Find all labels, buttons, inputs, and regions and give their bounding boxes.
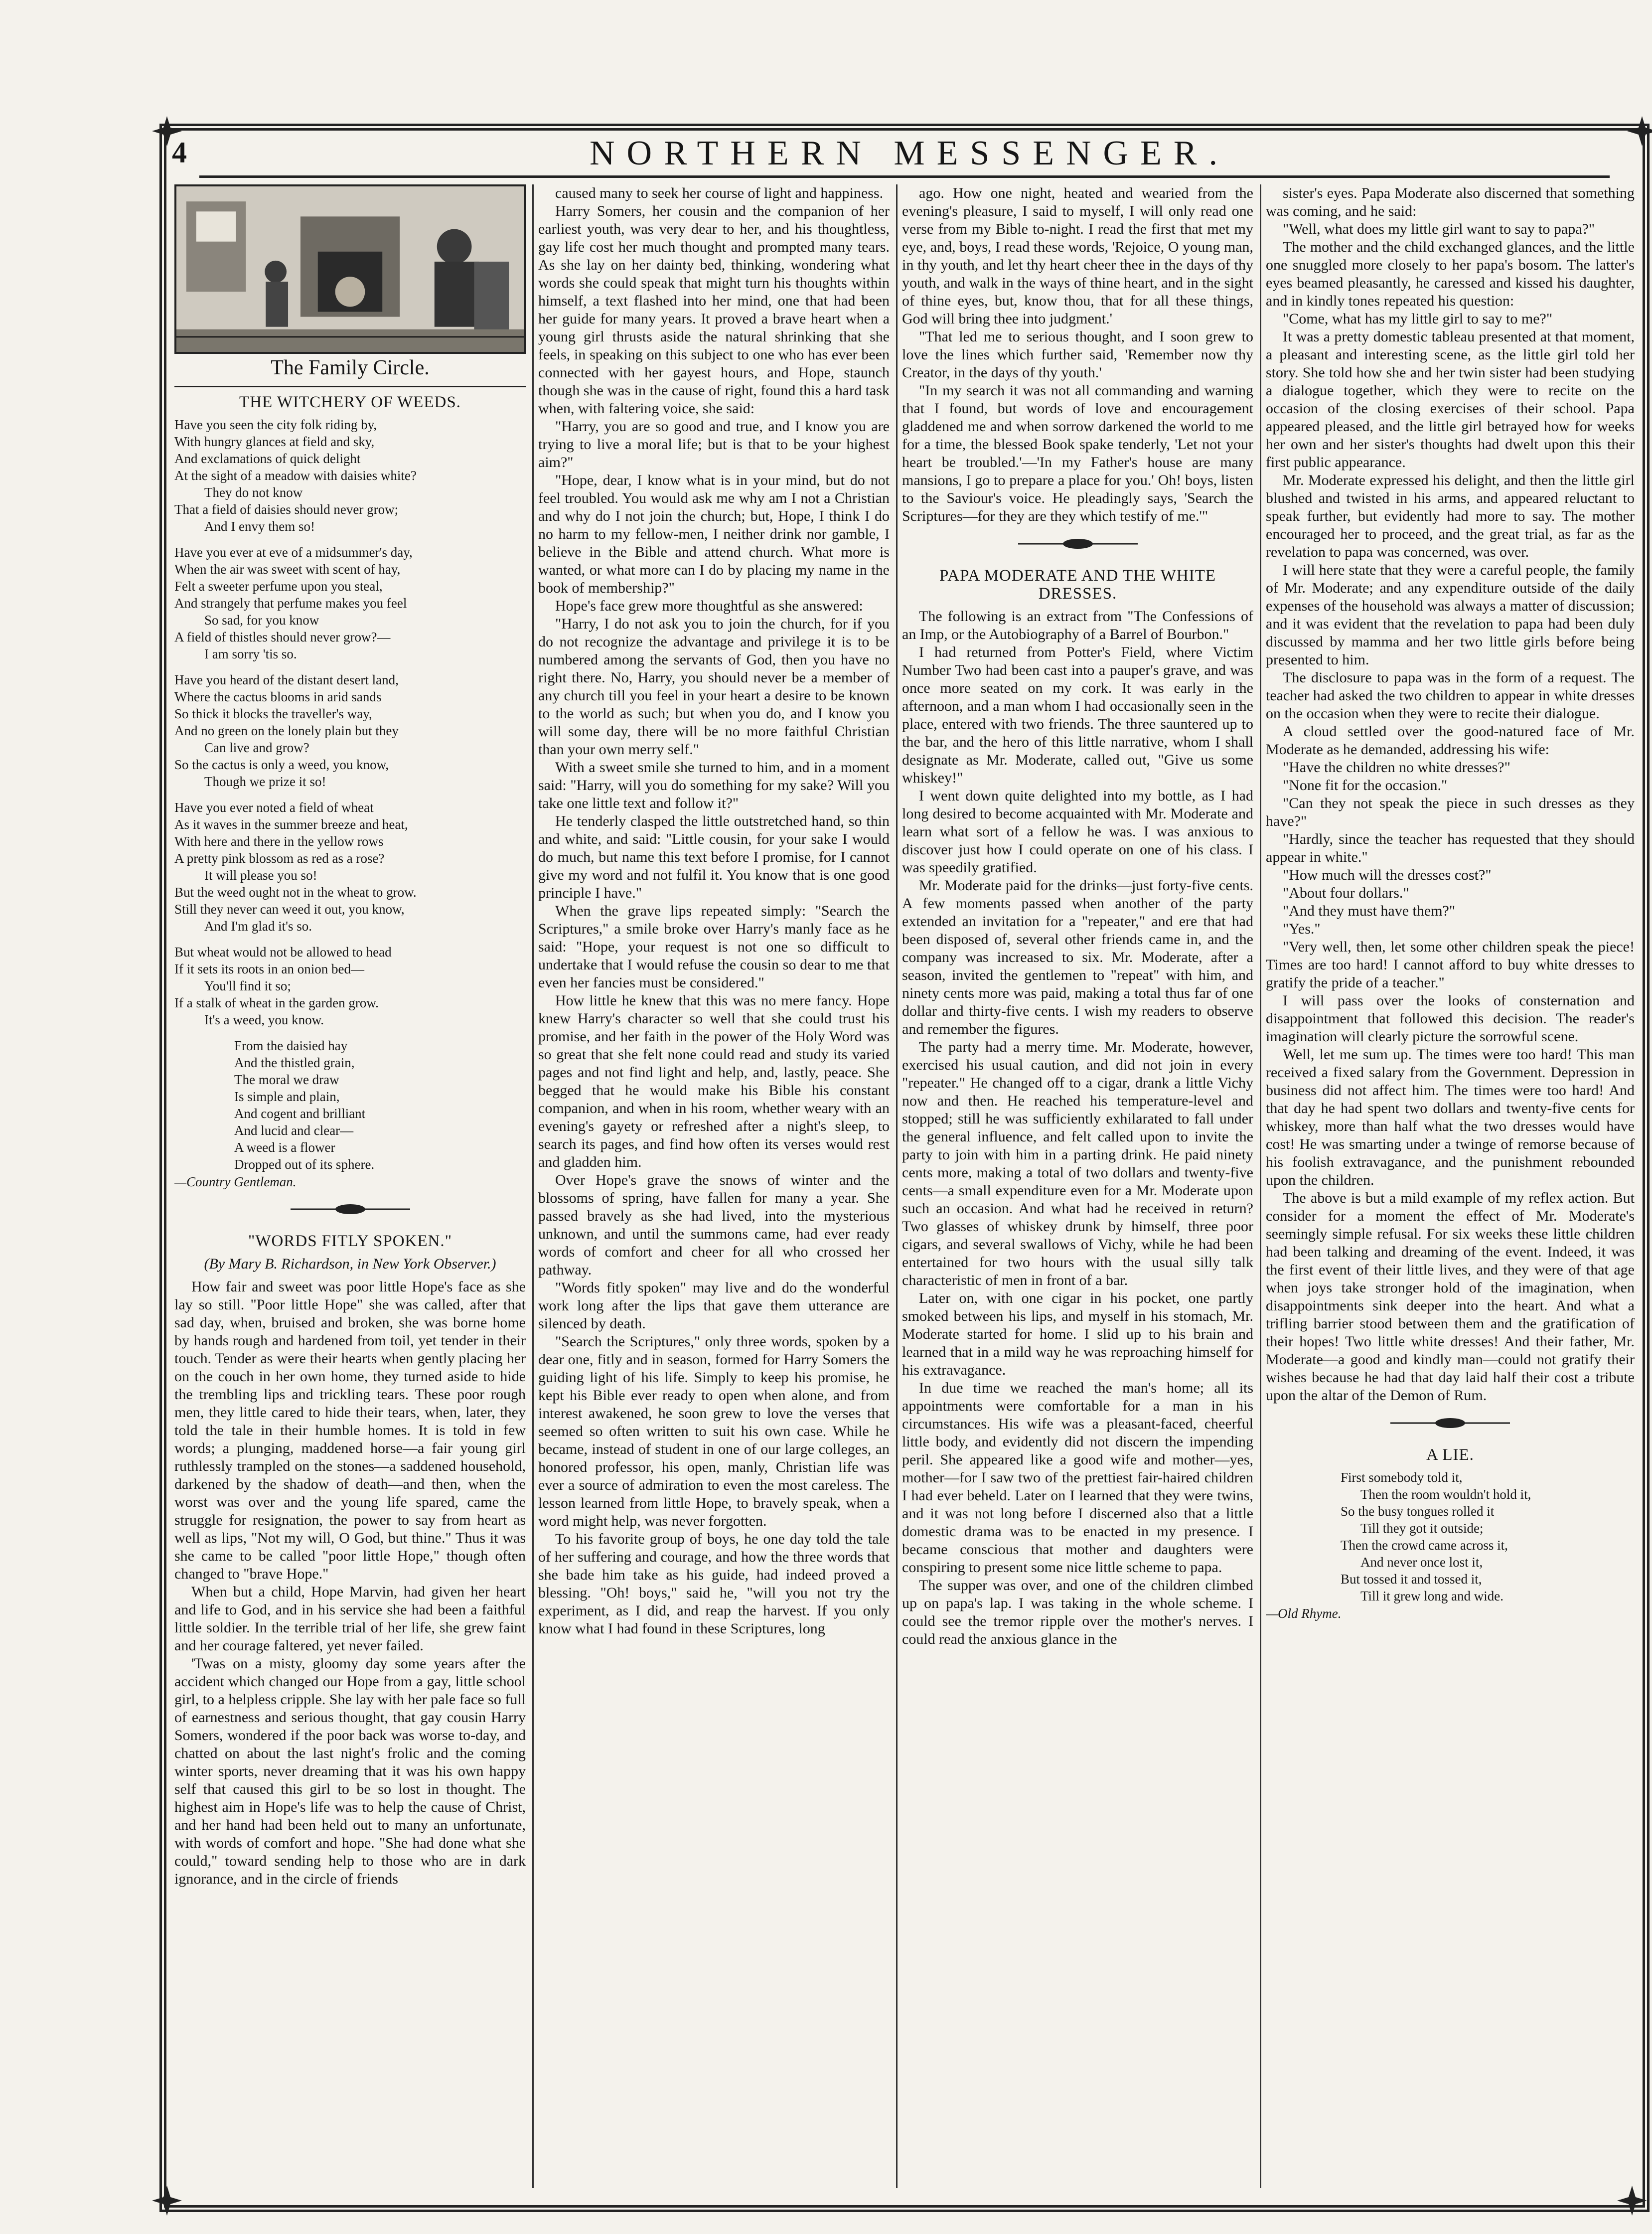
poem-line: Then the crowd came across it, bbox=[1341, 1538, 1508, 1553]
paragraph: "Hope, dear, I know what is in your mind, but do not feel troubled. You would ask me why am I not a Christian and why do I not join the church; but, Hope, I think I do no harm to my fellow-men, I neither drink nor gamble, I believe in the Bible and attend church. What more is wanted, or what more can I do by placing my name in the book of membership?" bbox=[538, 472, 890, 596]
column-1 bbox=[174, 184, 526, 2188]
paragraph: The mother and the child exchanged glances, and the little one snuggled more closely to her papa's bosom. The latter's eyes beamed pleasantly, he caressed and kissed his daughter, and in kindly tones repeated his question: bbox=[1266, 239, 1635, 309]
poem-line: Then the room wouldn't hold it, bbox=[1360, 1487, 1531, 1502]
column-4 bbox=[1266, 184, 1635, 2188]
paragraph: The supper was over, and one of the children climbed up on papa's lap. I was taking in the whole scheme. I could see the tremor ripple over the mother's nerves. I could read the anxious glance in the bbox=[902, 1577, 1253, 1647]
poem-line: So sad, for you know bbox=[204, 613, 319, 628]
poem-line: And no green on the lonely plain but they bbox=[174, 723, 399, 738]
paragraph: I will here state that they were a careful people, the family of Mr. Moderate; and any expenditure outside of the daily expenses of the household was always a matter of discussion; and it was evident that the revelation to papa had been duly discussed by mamma and her two little girls before being presented to him. bbox=[1266, 562, 1635, 668]
paragraph: 'Twas on a misty, gloomy day some years after the accident which changed our Hope from a gay, little school girl, to a helpless cripple. She lay with her pale face so full of earnestness and serious thought, that gay cousin Harry Somers, wondered if the poor back was worse to-day, and chatted on about the last night's frolic and the coming winter sports, never dreaming that it was his own happy self that caused this girl to be so lost in thought. The highest aim in Hope's life was to help the cause of Christ, and her hand had been held out to many an unfortunate, with words of comfort and hope. "She had done what she could," toward sending help to those who are in dark ignorance, and in the circle of friends bbox=[174, 1655, 526, 1887]
paragraph: "That led me to serious thought, and I soon grew to love the lines which further said, 'Remember now thy Creator, in the days of thy youth.' bbox=[902, 328, 1253, 381]
paragraph: When but a child, Hope Marvin, had given her heart and life to God, and in his service she had been a faithful little soldier. In the terrible trial of her life, she grew faint and her courage faltered, yet never failed. bbox=[174, 1584, 526, 1654]
paragraph: It was a pretty domestic tableau presented at that moment, a pleasant and interesting scene, as the little girl told her story. She told how she and her twin sister had been studying a dialogue together, which they were to recite on the occasion of the closing exercises of their school. Papa appeared pleased, and the little girl betrayed how for weeks her own and her sister's thoughts had dwelt upon this their first public appearance. bbox=[1266, 328, 1635, 471]
lie-poem bbox=[1266, 1469, 1635, 1604]
paragraph: "Come, what has my little girl to say to me?" bbox=[1283, 311, 1553, 327]
paragraph: "In my search it was not all commanding and warning that I found, but words of love and encouragement gladdened me and when sorrow darkened the world to me for a time, the blessed Book spake tenderly, 'Let not your heart be troubled.'—'In my Father's house are many mansions, I go to prepare a place for you.' Oh! boys, listen to the Saviour's voice. He pleadingly says, 'Search the Scriptures—for they are they which testify of me.'" bbox=[902, 382, 1253, 524]
divider-ornament-icon bbox=[1266, 1416, 1635, 1435]
poem-line: And cogent and brilliant bbox=[234, 1106, 366, 1121]
paragraph: He tenderly clasped the little outstretched hand, so thin and white, and said: "Little cousin, for your sake I would do much, but name this text before I promise, for I cannot give my word and not fulfil it. You know that is one good principle I have." bbox=[538, 813, 890, 901]
poem-line: But the weed ought not in the wheat to grow. bbox=[174, 885, 417, 900]
stanza-gap bbox=[174, 790, 526, 799]
paragraph: "Have the children no white dresses?" bbox=[1283, 759, 1510, 776]
lie-poem-title: A LIE. bbox=[1426, 1446, 1474, 1464]
poem-title: THE WITCHERY OF WEEDS. bbox=[239, 393, 461, 411]
poem-line: Where the cactus blooms in arid sands bbox=[174, 689, 382, 704]
poem-line: And never once lost it, bbox=[1360, 1555, 1483, 1570]
paragraph: How fair and sweet was poor little Hope's face as she lay so still. "Poor little Hope" she was called, after that sad day, when, bruised and broken, she was borne home by hands rough and hardened from toil, yet tender in their touch. Tender as were their hearts when gently placing her on the couch in her own home, they turned aside to hide the trembling lips and trickling tears. These poor rough men, they little cared to hide their tears, when, later, they told the tale in their humble homes. It is told in few words; a plunging, maddened horse—a fair young girl ruthlessly trampled on the stones—a saddened household, darkened by the shadow of death—and then, when the worst was over and the young life spared, came the struggle for resignation, the power to say from heart as well as lips, "Not my will, O God, but thine." Thus it was she came to be called "poor little Hope," though often changed to "brave Hope." bbox=[174, 1278, 526, 1582]
poem-line: When the air was sweet with scent of hay, bbox=[174, 562, 401, 577]
paragraph: In due time we reached the man's home; all its appointments were comfortable for a man in his circumstances. His wife was a pleasant-faced, cheerful little body, and evidently did not discern the impending peril. She appeared like a good wife and mother—yes, mother—for I saw two of the prettiest fair-haired children I had ever beheld. Later on I learned that they were twins, and it was not long before I discerned also that a little domestic drama was to be enacted in my presence. I became conscious that mother and daughters were conspiring to present some nice little scheme to papa. bbox=[902, 1380, 1253, 1576]
poem-line: So thick it blocks the traveller's way, bbox=[174, 706, 372, 721]
poem-line: As it waves in the summer breeze and heat, bbox=[174, 817, 408, 832]
paragraph: The following is an extract from "The Confessions of an Imp, or the Autobiography of a Barrel of Bourbon." bbox=[902, 608, 1253, 642]
article-body bbox=[902, 608, 1253, 1648]
story-title: "WORDS FITLY SPOKEN." bbox=[248, 1232, 452, 1250]
poem-line: So the busy tongues rolled it bbox=[1341, 1504, 1495, 1519]
poem-line: You'll find it so; bbox=[204, 978, 291, 993]
department-title: The Family Circle. bbox=[271, 356, 430, 379]
paragraph: I had returned from Potter's Field, where Victim Number Two had been cast into a pauper's grave, and was once more seated on my cork. It was early in the afternoon, and a man whom I had occasionally seen in the place, entered with two friends. The three sauntered up to the bar, and the hero of this little narrative, whom I shall designate as Mr. Moderate, called out, "Give us some whiskey!" bbox=[902, 644, 1253, 786]
stanza-gap bbox=[174, 1028, 526, 1037]
paragraph: Hope's face grew more thoughtful as she answered: bbox=[555, 598, 863, 614]
paragraph: "Harry, you are so good and true, and I know you are trying to live a moral life; but is that to be your highest aim?" bbox=[538, 418, 890, 471]
story-body bbox=[174, 1278, 526, 1888]
poem-line: A field of thistles should never grow?— bbox=[174, 630, 391, 644]
divider-ornament-icon bbox=[902, 536, 1253, 556]
poem-line: And I'm glad it's so. bbox=[204, 919, 312, 934]
paragraph: I will pass over the looks of consternation and disappointment that followed this decision. The reader's imagination will clearly picture the sorrowful scene. bbox=[1266, 992, 1635, 1045]
paragraph: "Can they not speak the piece in such dresses as they have?" bbox=[1266, 795, 1635, 829]
poem-line: But tossed it and tossed it, bbox=[1341, 1572, 1482, 1587]
paragraph: Mr. Moderate expressed his delight, and then the little girl blushed and twisted in his arms, and appeared reluctant to speak further, but evidently had more to say. The mother encouraged her to proceed, and the great trial, as far as the revelation to papa was concerned, was over. bbox=[1266, 472, 1635, 560]
paragraph: ago. How one night, heated and wearied from the evening's pleasure, I said to myself, I will only read one verse from my Bible to-night. I read the first that met my eye, and, boys, I read these words, 'Rejoice, O young man, in thy youth, and let thy heart cheer thee in the days of thy youth, and walk in the ways of thine heart, and in the sight of thine eyes, but, know thou, that for all these things, God will bring thee into judgment.' bbox=[902, 185, 1253, 327]
divider bbox=[174, 386, 526, 387]
poem-line: Dropped out of its sphere. bbox=[234, 1157, 375, 1172]
column-rule bbox=[1260, 184, 1261, 2188]
poem-line: Till they got it outside; bbox=[1360, 1521, 1484, 1536]
poem-line: If a stalk of wheat in the garden grow. bbox=[174, 995, 379, 1010]
paragraph: "About four dollars." bbox=[1283, 885, 1409, 901]
poem-line: Though we prize it so! bbox=[204, 774, 326, 789]
poem-line: And I envy them so! bbox=[204, 519, 315, 534]
paragraph: With a sweet smile she turned to him, and in a moment said: "Harry, will you do something for my sake? Will you take one little text and follow it?" bbox=[538, 759, 890, 811]
paragraph: "And they must have them?" bbox=[1283, 903, 1456, 919]
poem-line: A weed is a flower bbox=[234, 1140, 335, 1155]
corner-ornament-icon bbox=[1625, 114, 1652, 149]
paragraph: Over Hope's grave the snows of winter and the blossoms of spring, have fallen for many a year. She passed bravely as she had lived, into the mysterious unknown, and until the summons came, had ever ready words of comfort and cheer for all who crossed her pathway. bbox=[538, 1172, 890, 1278]
paragraph: "Harry, I do not ask you to join the church, for if you do not recognize the advantage and privilege it is to be numbered among the servants of God, then you have no right there. No, Harry, you should never be a member of any church till you feel in your heart a desire to be known to the world as such; but when you do, and I know you will some day, there will be no more faithful Christian than your own merry self." bbox=[538, 616, 890, 758]
paragraph: A cloud settled over the good-natured face of Mr. Moderate as he demanded, addressing his wife: bbox=[1266, 723, 1635, 758]
poem-line: Till it grew long and wide. bbox=[1360, 1589, 1503, 1603]
column-3 bbox=[902, 184, 1253, 2188]
page-number: 4 bbox=[172, 136, 187, 169]
poem-line: And exclamations of quick delight bbox=[174, 451, 361, 466]
paragraph: "Yes." bbox=[1283, 921, 1321, 937]
poem-line: Have you heard of the distant desert land, bbox=[174, 672, 399, 687]
poem-line: A pretty pink blossom as red as a rose? bbox=[174, 851, 385, 866]
paragraph: To his favorite group of boys, he one day told the tale of her suffering and courage, and how the three words that she bade him take as his guide, had indeed proved a blessing. "Oh! boys," said he, "will you not try the experiment, as I did, and reap the harvest. If you only know what I had found in these Scriptures, long bbox=[538, 1531, 890, 1637]
family-fireside-engraving-icon bbox=[174, 184, 526, 354]
poem-line: Is simple and plain, bbox=[234, 1089, 340, 1104]
poem-line: If it sets its roots in an onion bed— bbox=[174, 961, 364, 976]
poem-line: From the daisied hay bbox=[234, 1038, 348, 1053]
story-byline: (By Mary B. Richardson, in New York Observer.) bbox=[204, 1256, 496, 1272]
paragraph: Later on, with one cigar in his pocket, one partly smoked between his lips, and myself in his stomach, Mr. Moderate started for home. I slid up to his brain and learned that in a mild way he was reproaching himself for his extravagance. bbox=[902, 1290, 1253, 1378]
stanza-gap bbox=[174, 535, 526, 544]
stanza-gap bbox=[174, 935, 526, 944]
poem bbox=[174, 416, 526, 1173]
stanza-gap bbox=[174, 662, 526, 671]
poem-line: It will please you so! bbox=[204, 868, 317, 883]
poem-line: They do not know bbox=[204, 485, 303, 500]
column-2 bbox=[538, 184, 890, 2188]
story-conclusion bbox=[902, 184, 1253, 525]
poem-line: And the thistled grain, bbox=[234, 1055, 355, 1070]
poem-line: Have you ever noted a field of wheat bbox=[174, 800, 374, 815]
article-continued bbox=[1266, 184, 1635, 1405]
poem-line: With here and there in the yellow rows bbox=[174, 834, 384, 849]
paragraph: sister's eyes. Papa Moderate also discerned that something was coming, and he said: bbox=[1266, 185, 1635, 219]
paragraph: I went down quite delighted into my bottle, as I had long desired to become acquainted with Mr. Moderate and learn what sort of a fellow he was. I was anxious to discover just how I could operate on one of his class. I was speedily gratified. bbox=[902, 788, 1253, 876]
lie-poem-credit: —Old Rhyme. bbox=[1266, 1606, 1342, 1621]
paragraph: "Words fitly spoken" may live and do the wonderful work long after the lips that gave them utterance are silenced by death. bbox=[538, 1279, 890, 1332]
poem-line: The moral we draw bbox=[234, 1072, 339, 1087]
paragraph: caused many to seek her course of light and happiness. bbox=[555, 185, 884, 201]
article-title: PAPA MODERATE AND THE WHITE DRESSES. bbox=[939, 567, 1216, 603]
paragraph: "Search the Scriptures," only three words, spoken by a dear one, fitly and in season, formed for Harry Somers the guiding light of his life. Simply to keep his promise, he kept his Bible ever ready to open when alone, and from interest awakened, he soon grew to love the verses that seemed so often written to suit his own case. While he became, instead of student in one of our large colleges, an honored professor, his open, manly, Christian life was ever a source of admiration to even the most careless. The lesson learned from little Hope, to bravely speak, when a word might help, was never forgotten. bbox=[538, 1333, 890, 1529]
poem-line: And strangely that perfume makes you feel bbox=[174, 596, 407, 611]
poem-line: Can live and grow? bbox=[204, 740, 309, 755]
poem-line: And lucid and clear— bbox=[234, 1123, 354, 1138]
paragraph: "Well, what does my little girl want to say to papa?" bbox=[1283, 221, 1595, 237]
poem-line: With hungry glances at field and sky, bbox=[174, 434, 375, 449]
story-continued bbox=[538, 184, 890, 1638]
poem-line: That a field of daisies should never grow; bbox=[174, 502, 399, 517]
masthead-rule bbox=[199, 175, 1610, 178]
column-rule bbox=[532, 184, 534, 2188]
corner-ornament-icon bbox=[1615, 2183, 1650, 2218]
paragraph: "None fit for the occasion." bbox=[1283, 777, 1448, 794]
poem-line: I am sorry 'tis so. bbox=[204, 646, 297, 661]
poem-line: At the sight of a meadow with daisies white? bbox=[174, 468, 417, 483]
paragraph: Mr. Moderate paid for the drinks—just forty-five cents. A few moments passed when another of the party extended an invitation for a "repeater," and ere that had been disposed of, several other friends came in, and the company was increased to six. Mr. Moderate, after a season, invited the gentlemen to "repeat" with him, and ninety cents more was paid, making a total thus far of one dollar and thirty-five cents. I wish my readers to observe and remember the figures. bbox=[902, 877, 1253, 1037]
paragraph: The disclosure to papa was in the form of a request. The teacher had asked the two children to appear in white dresses on the occasion when they were to recite their dialogue. bbox=[1266, 669, 1635, 722]
divider-ornament-icon bbox=[174, 1202, 526, 1221]
poem-line: But wheat would not be allowed to head bbox=[174, 945, 392, 959]
column-rule bbox=[896, 184, 898, 2188]
corner-ornament-icon bbox=[150, 2183, 184, 2218]
poem-credit: —Country Gentleman. bbox=[174, 1174, 297, 1189]
poem-line: Felt a sweeter perfume upon you steal, bbox=[174, 579, 383, 594]
masthead: NORTHERN MESSENGER. bbox=[589, 134, 1230, 172]
paragraph: Harry Somers, her cousin and the companion of her earliest youth, was very dear to her, and his thoughtless, gay life cost her much thought and prompted many tears. As she lay on her dainty bed, thinking, wondering what words she could speak that might turn his thoughts within himself, a text flashed into her mind, one that had been her guide for many years. It proved a brave heart when a young girl thrusts aside the natural shrinking that she feels, in speaking on this subject to one who has ever been connected with her gayest hours, and Hope, staunch though she was in the cause of right, found this a hard task when, with faltering voice, she said: bbox=[538, 203, 890, 417]
paragraph: Well, let me sum up. The times were too hard! This man received a fixed salary from the Government. Depression in business did not affect him. The times were too hard! And that day he had spent two dollars and twenty-five cents for whiskey, more than half what the two dresses would have cost! He was smarting under a twinge of remorse because of his foolish extravagance, and the punishment rebounded upon the children. bbox=[1266, 1046, 1635, 1188]
paragraph: "How much will the dresses cost?" bbox=[1283, 867, 1492, 883]
poem-line: So the cactus is only a weed, you know, bbox=[174, 757, 389, 772]
poem-line: Still they never can weed it out, you know, bbox=[174, 902, 405, 917]
paragraph: "Very well, then, let some other children speak the piece! Times are too hard! I cannot afford to buy white dresses to gratify the pride of a teacher." bbox=[1266, 939, 1635, 991]
paragraph: How little he knew that this was no mere fancy. Hope knew Harry's character so well that she could trust his promise, and her faith in the power of the Holy Word was so great that she felt none could read and study its varied pages and not find light and help, and, lastly, peace. She begged that he would make his Bible his constant companion, and when in his room, whether weary with an evening's gayety or refreshed after a night's sleep, to search its pages, and find how often its verses would rest and gladden him. bbox=[538, 992, 890, 1170]
poem-line: Have you seen the city folk riding by, bbox=[174, 417, 377, 432]
poem-line: First somebody told it, bbox=[1341, 1470, 1463, 1485]
paragraph: "Hardly, since the teacher has requested that they should appear in white." bbox=[1266, 831, 1635, 865]
paragraph: When the grave lips repeated simply: "Search the Scriptures," a smile broke over Harry's manly face as he said: "Hope, your request is not one so difficult to undertake that I would refuse the cousin so dear to me that even her fancies must be considered." bbox=[538, 903, 890, 991]
paragraph: The party had a merry time. Mr. Moderate, however, exercised his usual caution, and did not join in every "repeater." He changed off to a cigar, drank a little Vichy now and then. He reached his temperature-level and stopped; still he was sufficiently exhilarated to fall under the general influence, and felt called upon to invite the party to join with him in a parting drink. He paid ninety cents more, making a total of two dollars and twenty-five cents—a small expenditure even for a Mr. Moderate upon such an occasion. And what had he received in return? Two glasses of whiskey drunk by himself, three poor cigars, and several swallows of Vichy, while he had been entertained for two hours with the usual silly talk characteristic of men in front of a bar. bbox=[902, 1039, 1253, 1288]
poem-line: Have you ever at eve of a midsummer's day, bbox=[174, 545, 413, 560]
poem-line: It's a weed, you know. bbox=[204, 1012, 324, 1027]
columns bbox=[174, 184, 1635, 2188]
paragraph: The above is but a mild example of my reflex action. But consider for a moment the effect of Mr. Moderate's seemingly simple refusal. For six weeks these little children had been talking and dreaming of the event. Indeed, it was the first event of their little lives, and they were of that age when joys take stronger hold of the imagination, when disappointments sink deeper into the heart. And what a trifling barrier stood between them and the gratification of their hopes! Two little white dresses! And their father, Mr. Moderate—a good and kindly man—could not gratify their wishes because he had that day laid half their cost a tribute upon the altar of the Demon of Rum. bbox=[1266, 1190, 1635, 1404]
